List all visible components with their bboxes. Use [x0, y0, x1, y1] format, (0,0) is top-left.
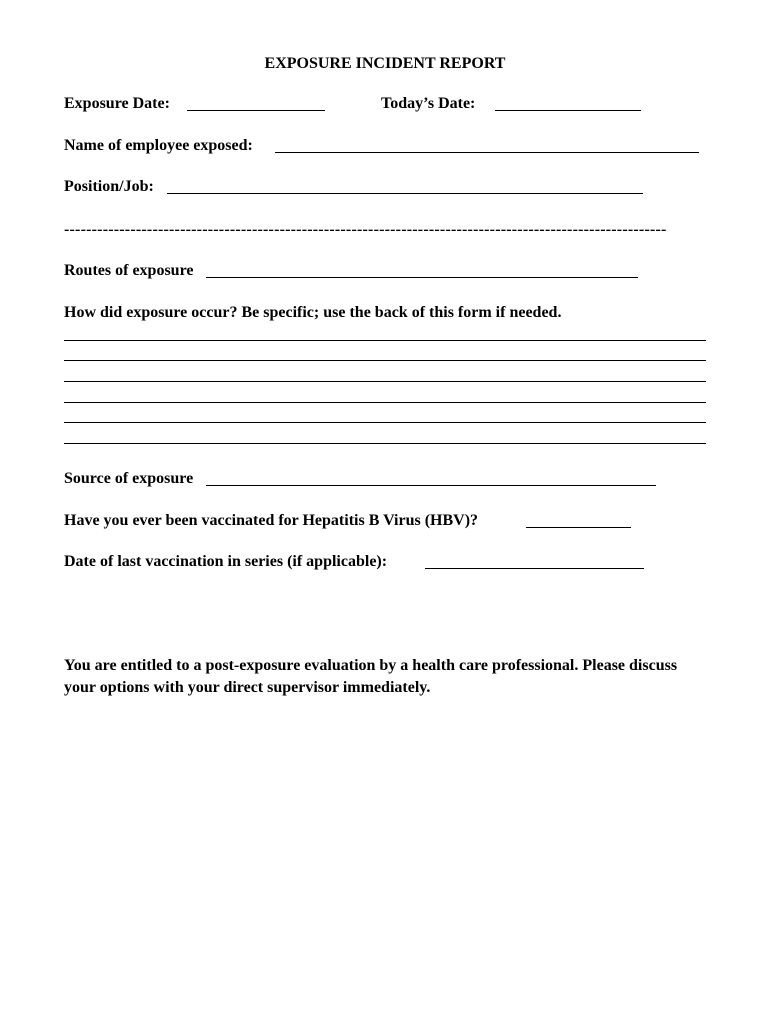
position-field[interactable]: [167, 193, 643, 194]
routes-field[interactable]: [206, 277, 638, 278]
routes-label: Routes of exposure: [64, 262, 194, 279]
last-vaccination-field[interactable]: [425, 568, 644, 569]
position-label: Position/Job:: [64, 178, 154, 195]
exposure-date-field[interactable]: [187, 110, 325, 111]
notice-paragraph: You are entitled to a post-exposure evaluation by a health care professional. Please discuss your options with your direct supervisor immediately.: [64, 657, 678, 696]
employee-name-label: Name of employee exposed:: [64, 137, 253, 154]
hbv-label: Have you ever been vaccinated for Hepatitis B Virus (HBV)?: [64, 512, 479, 529]
how-occurred-line[interactable]: [64, 422, 706, 423]
source-field[interactable]: [206, 485, 656, 486]
todays-date-field[interactable]: [495, 110, 641, 111]
how-occurred-line[interactable]: [64, 381, 706, 382]
exposure-date-label: Exposure Date:: [64, 95, 170, 112]
how-occurred-line[interactable]: [64, 443, 706, 444]
how-occurred-label: How did exposure occur? Be specific; use the back of this form if needed.: [64, 304, 562, 321]
hbv-field[interactable]: [526, 527, 631, 528]
employee-name-field[interactable]: [275, 152, 699, 153]
source-label: Source of exposure: [64, 470, 194, 487]
how-occurred-line[interactable]: [64, 360, 706, 361]
how-occurred-line[interactable]: [64, 402, 706, 403]
dashed-separator: -------------------------------------------------------------------------------------------------------------: [64, 221, 667, 238]
form-title: EXPOSURE INCIDENT REPORT: [264, 55, 506, 72]
how-occurred-line[interactable]: [64, 340, 706, 341]
todays-date-label: Today’s Date:: [381, 95, 476, 112]
last-vaccination-label: Date of last vaccination in series (if applicable):: [64, 553, 388, 570]
